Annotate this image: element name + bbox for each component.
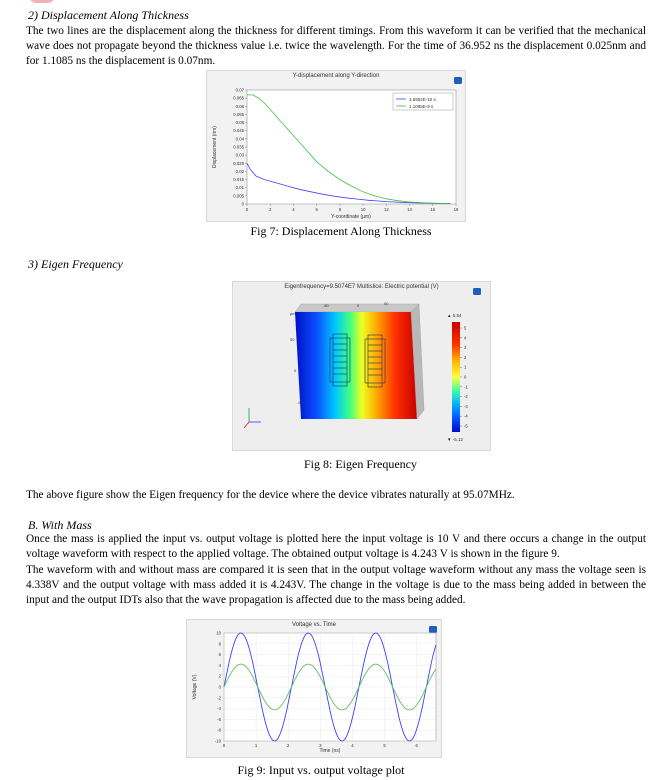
y-axis-label: Voltage (V): [192, 674, 198, 700]
colorbar-tick-label: -1: [464, 384, 468, 390]
x-tick-label: 6: [415, 743, 418, 748]
y-tick-label: -4: [217, 706, 221, 712]
x-axis-label: Time (ns): [319, 748, 341, 754]
figure-7-title: Y-displacement along Y-direction: [292, 73, 380, 79]
x-tick-label: 14: [407, 207, 412, 212]
figure-9-frame: [186, 619, 442, 758]
figure-9-title: Voltage vs. Time: [291, 622, 337, 628]
y-tick-label: 4: [218, 662, 221, 668]
top-decoration: [28, 0, 56, 3]
y-tick-label: -8: [217, 727, 221, 733]
y-tick-label: 8: [218, 641, 221, 647]
x-tick-label: 12: [383, 207, 389, 212]
y-tick-label: 0.015: [233, 177, 244, 183]
y-tick-label: 6: [218, 652, 221, 658]
x-tick-label: 2: [269, 207, 272, 212]
y-tick-label: 0.005: [233, 193, 244, 199]
x-tick-label: 3: [319, 743, 322, 748]
x-tick-label: 8: [338, 207, 342, 212]
coordinate-triad-icon: [244, 408, 261, 428]
y-tick-label: -6: [217, 716, 221, 722]
y-tick-label: 0.03: [235, 152, 244, 158]
x-tick-label: 16: [430, 207, 436, 212]
axis-top-tick-1: -50: [323, 303, 329, 308]
colorbar-min-label: ▼ -5.12: [447, 437, 463, 442]
axis-top-tick-2: 0: [357, 303, 360, 308]
x-axis-label: Y-coordinate (µm): [331, 214, 371, 220]
legend-entry-1: 3.6952E-10 s: [409, 97, 436, 102]
axis-left-tick-2: 0: [294, 368, 297, 373]
y-tick-label: 0: [241, 201, 244, 207]
y-tick-label: 0.025: [233, 160, 244, 166]
y-tick-label: 2: [218, 673, 221, 679]
x-tick-label: 0: [222, 743, 226, 748]
colorbar-tick-label: 2: [464, 354, 467, 360]
x-tick-label: 18: [453, 207, 459, 212]
colorbar-tick-label: 1: [464, 364, 467, 370]
figure-9-plot: [187, 620, 441, 757]
figure-8-plot: [233, 282, 490, 450]
y-tick-label: 0.02: [235, 168, 244, 174]
section-heading-displacement: 2) Displacement Along Thickness: [28, 8, 189, 22]
y-tick-label: 0.01: [235, 185, 244, 191]
axis-unit-label: µm: [290, 311, 296, 316]
colorbar-tick-label: -3: [464, 403, 468, 409]
axis-left-tick-1: 50: [290, 337, 295, 342]
figure-9-caption: Fig 9: Input vs. output voltage plot: [237, 763, 405, 777]
y-tick-label: -10: [214, 738, 221, 744]
figure-8-caption: Fig 8: Eigen Frequency: [304, 457, 417, 471]
paragraph-with-mass-1: Once the mass is applied the input vs. output voltage is plotted here the input voltage is 10 V and there occurs a change in the output voltage waveform with respect to the applied voltage. The obtained output voltage is 4.243 V is shown in the figure 9.: [26, 533, 646, 561]
axis-left-tick-3: -50: [297, 400, 303, 405]
legend-entry-2: 1.1085E-9 s: [409, 104, 434, 109]
colorbar-tick-label: 3: [464, 345, 467, 351]
x-tick-label: 0: [245, 207, 249, 212]
x-tick-label: 4: [292, 207, 295, 212]
y-tick-label: 10: [216, 630, 221, 636]
colorbar-max-label: ▲ 5.54: [447, 313, 462, 318]
y-tick-label: 0: [218, 684, 221, 690]
y-axis-label: Displacement (nm): [212, 126, 218, 168]
paragraph-eigen: The above figure show the Eigen frequency for the device where the device vibrates naturally at 95.07MHz.: [26, 489, 515, 501]
colorbar-tick-label: -2: [464, 394, 468, 400]
x-tick-label: 5: [383, 743, 386, 748]
paragraph-with-mass-2: The waveform with and without mass are compared it is seen that in the output voltage waveform without any mass the voltage seen is 4.338V and the output voltage with mass added it is 4.243V. The change in the voltage is due to the mass being added in between the input and the output IDTs also that the wave propagation is affected due to the mass being added.: [26, 564, 646, 607]
y-tick-label: 0.035: [233, 144, 244, 150]
figure-7-frame: [206, 70, 466, 222]
y-tick-label: -2: [217, 695, 221, 701]
x-tick-label: 6: [315, 207, 318, 212]
y-tick-label: 0.07: [235, 87, 244, 93]
figure-8-frame: [232, 281, 491, 451]
y-tick-label: 0.04: [235, 136, 244, 142]
y-tick-label: 0.055: [233, 111, 244, 117]
colorbar-tick-label: 4: [464, 335, 467, 341]
device-surface: [295, 312, 417, 419]
y-tick-label: 0.06: [235, 103, 244, 109]
axis-top-tick-3: 50: [384, 301, 389, 306]
y-tick-label: 0.045: [233, 128, 244, 134]
colorbar-tick-label: 5: [464, 325, 467, 331]
colorbar-tick-label: 0: [464, 374, 467, 380]
x-tick-label: 2: [287, 743, 290, 748]
figure-7-caption: Fig 7: Displacement Along Thickness: [250, 224, 432, 238]
x-tick-label: 4: [351, 743, 354, 748]
paragraph-displacement: The two lines are the displacement along the thickness for different timings. From this waveform it can be verified that the mechanical wave does not propagate beyond the thickness value i.e. twice the wavelength. For the time of 36.952 ns the displacement 0.025nm and for 1.1085 ns the displacement is 0.07nm.: [26, 25, 646, 68]
y-tick-label: 0.065: [233, 95, 244, 101]
section-heading-eigen: 3) Eigen Frequency: [28, 257, 123, 271]
y-tick-label: 0.05: [235, 120, 244, 126]
x-tick-label: 1: [254, 743, 258, 748]
x-tick-label: 10: [360, 207, 366, 212]
colorbar: [452, 322, 460, 432]
colorbar-tick-label: -4: [464, 413, 468, 419]
section-heading-with-mass: B. With Mass: [28, 518, 92, 532]
figure-7-plot: [207, 71, 465, 221]
figure-8-title: Eigenfrequency=9.5074E7 Multislice: Electric potential (V): [284, 284, 439, 290]
colorbar-tick-label: -5: [464, 423, 468, 429]
